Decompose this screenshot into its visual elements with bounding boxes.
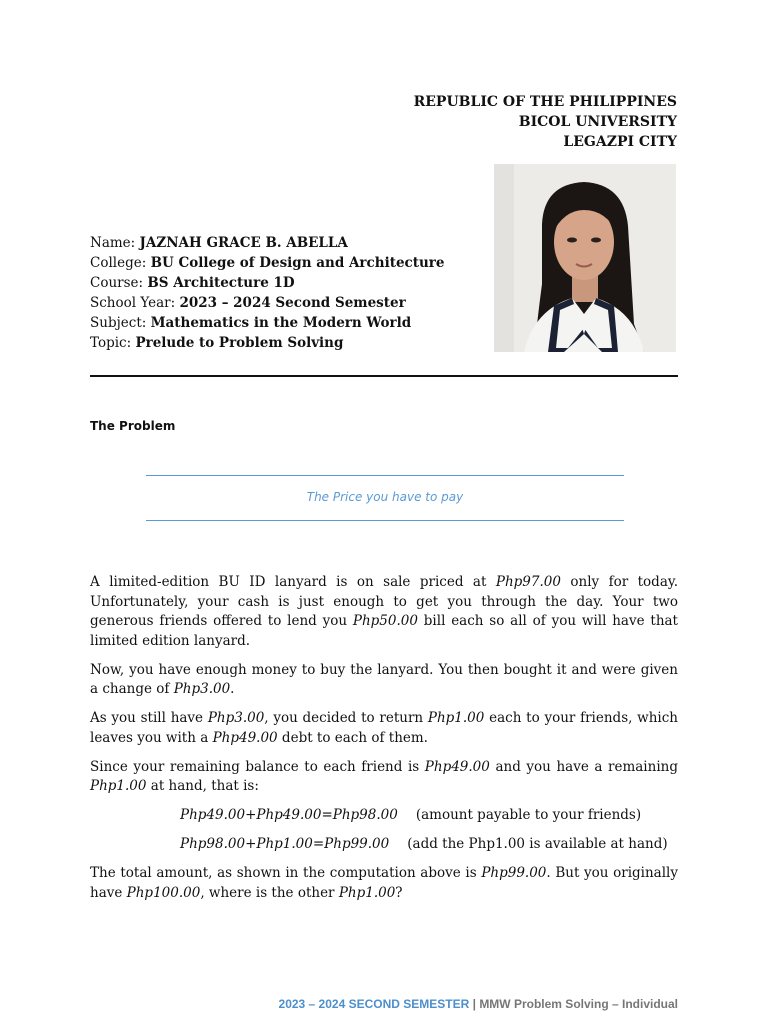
amount: Php50.00: [352, 613, 418, 629]
amount: Php99.00: [481, 865, 547, 881]
text: Since your remaining balance to each friend is: [90, 758, 425, 775]
equation-2: [180, 835, 678, 855]
text: ?: [395, 884, 403, 901]
header-university: BICOL UNIVERSITY: [518, 114, 677, 130]
subject-row: [90, 313, 445, 333]
text: .: [230, 681, 235, 697]
footer-course: MMW Problem Solving – Individual: [479, 997, 678, 1011]
topic-row: [90, 333, 445, 353]
student-photo: [494, 164, 676, 352]
text: each to your friends, which leaves you with a: [90, 710, 678, 746]
problem-heading: The Problem: [90, 419, 176, 433]
college-label: College:: [90, 255, 151, 271]
amount: Php3.00: [207, 710, 265, 726]
amount: Php100.00: [126, 884, 201, 901]
problem-quote: The Price you have to pay: [306, 490, 464, 504]
name-row: [90, 233, 445, 253]
course-value: BS Architecture 1D: [147, 275, 295, 291]
amount: Php1.00: [90, 778, 147, 794]
equation-note: (add the Php1.00 is available at hand): [407, 836, 668, 852]
footer-separator: |: [469, 997, 480, 1011]
amount: Php1.00: [427, 710, 485, 726]
school-year-value: 2023 – 2024 Second Semester: [179, 295, 406, 311]
name-label: Name:: [90, 235, 140, 251]
amount: Php3.00: [173, 681, 231, 697]
topic-label: Topic:: [90, 335, 136, 351]
problem-body: [90, 573, 678, 913]
text: As you still have: [90, 710, 208, 726]
amount: Php49.00: [424, 758, 490, 775]
text: only for today. Unfortunately, your cash is just enough to get you through the day. Your two generous friends offered to lend you: [90, 574, 678, 629]
text: debt to each of them.: [277, 729, 428, 746]
college-value: BU College of Design and Architecture: [150, 255, 445, 271]
quote-bottom-rule: [146, 520, 624, 521]
footer-semester: 2023 – 2024 SECOND SEMESTER: [278, 997, 470, 1011]
paragraph-3: [90, 709, 678, 748]
text: The total amount, as shown in the computation above is: [90, 865, 482, 881]
name-value: JAZNAH GRACE B. ABELLA: [139, 235, 348, 251]
text: . But you originally have: [90, 865, 678, 901]
topic-value: Prelude to Problem Solving: [135, 335, 344, 351]
equation-note: (amount payable to your friends): [415, 807, 642, 823]
text: , where is the other: [200, 884, 339, 901]
paragraph-5: [90, 864, 678, 903]
course-label: Course:: [90, 275, 148, 291]
course-row: [90, 273, 445, 293]
page-footer: [279, 997, 678, 1011]
paragraph-2: [90, 661, 678, 700]
subject-label: Subject:: [90, 315, 151, 331]
equation-text: Php98.00+Php1.00=Php99.00: [180, 836, 390, 852]
subject-value: Mathematics in the Modern World: [150, 315, 412, 331]
amount: Php49.00: [212, 729, 278, 746]
equation-text: Php49.00+Php49.00=Php98.00: [180, 807, 398, 823]
text: A limited-edition BU ID lanyard is on sale priced at: [90, 574, 496, 590]
quote-top-rule: [146, 475, 624, 476]
header-republic: REPUBLIC OF THE PHILIPPINES: [413, 94, 677, 110]
header-divider: [90, 375, 678, 377]
header-city: LEGAZPI CITY: [563, 134, 677, 150]
university-header: [414, 92, 677, 152]
text: bill each so all of you will have that limited edition lanyard.: [90, 613, 678, 649]
equation-1: [180, 806, 678, 826]
text: , you decided to return: [264, 710, 428, 726]
paragraph-4: [90, 758, 678, 797]
paragraph-1: [90, 573, 678, 651]
text: Now, you have enough money to buy the lanyard. You then bought it and were given a change of: [90, 661, 678, 697]
school-year-label: School Year:: [90, 295, 180, 311]
amount: Php1.00: [338, 884, 396, 901]
college-row: [90, 253, 445, 273]
school-year-row: [90, 293, 445, 313]
student-info: [90, 233, 445, 353]
student-portrait-image: [494, 164, 676, 352]
amount: Php97.00: [495, 574, 561, 590]
text: at hand, that is:: [146, 778, 259, 794]
text: and you have a remaining: [489, 758, 678, 775]
